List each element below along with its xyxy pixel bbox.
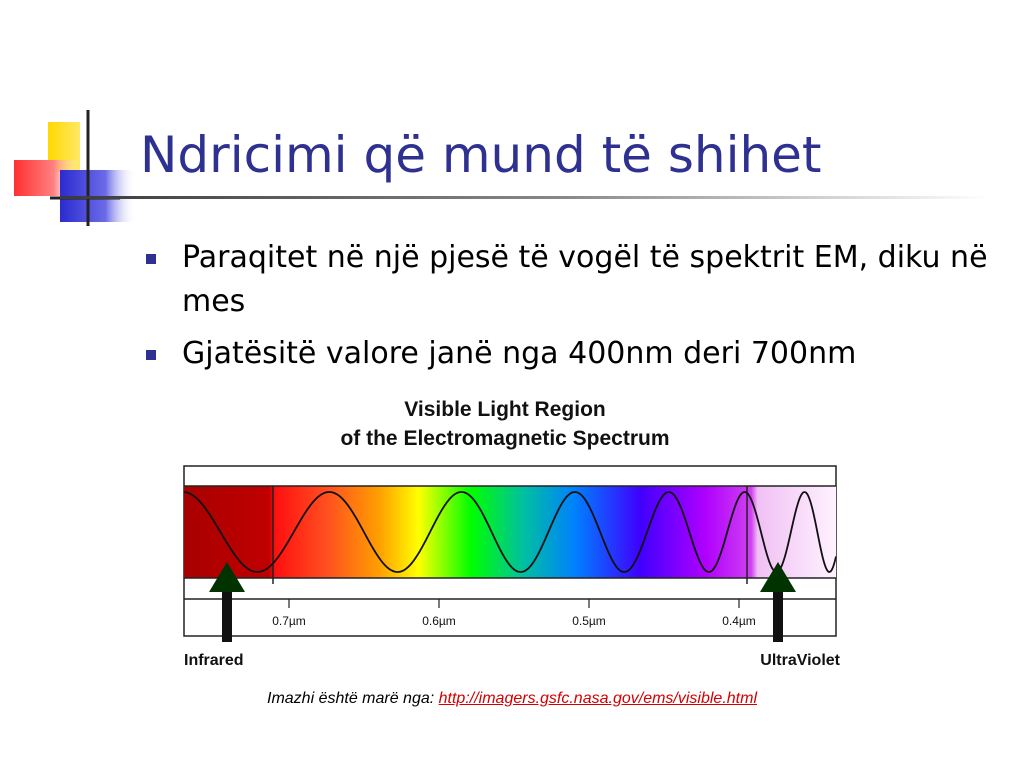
ultraviolet-label: UltraViolet [760, 652, 840, 669]
bullet-list [142, 236, 1012, 384]
bullet-text: Gjatësitë valore janë nga 400nm deri 700nm [182, 336, 857, 371]
decorative-squares [0, 100, 150, 230]
bullet-square-icon [146, 350, 156, 360]
scale-tick-label: 0.6µm [422, 614, 456, 628]
bullet-item [142, 236, 1012, 324]
infrared-label: Infrared [184, 652, 244, 669]
source-link[interactable]: http://imagers.gsfc.nasa.gov/ems/visible.html [438, 690, 757, 707]
figure-title-line1: Visible Light Region [404, 398, 606, 421]
scale-tick-label: 0.7µm [272, 614, 306, 628]
slide-title: Ndricimi që mund të shihet [140, 126, 822, 184]
bullet-square-icon [146, 254, 156, 264]
infrared-arrow-shaft [222, 592, 232, 642]
spectrum-figure [180, 394, 844, 674]
ultraviolet-arrow-shaft [773, 592, 783, 642]
figure-title-line2: of the Electromagnetic Spectrum [340, 427, 670, 450]
scale-tick-label: 0.5µm [572, 614, 606, 628]
caption-prefix: Imazhi është marë nga: [267, 690, 439, 707]
bullet-text: Paraqitet në një pjesë të vogël të spektrit EM, diku në mes [182, 240, 988, 319]
image-source-caption [0, 690, 1024, 708]
bullet-item [142, 332, 1012, 376]
scale-tick-label: 0.4µm [722, 614, 756, 628]
title-underline [60, 196, 990, 199]
